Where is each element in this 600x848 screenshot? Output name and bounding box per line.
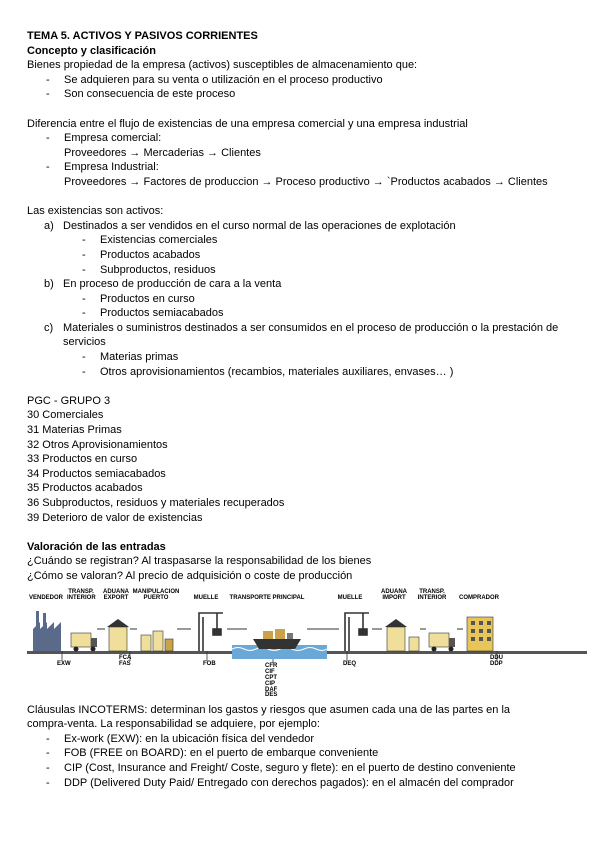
- pgc-account: 39 Deterioro de valor de existencias: [27, 511, 203, 524]
- term-label: DES: [265, 691, 278, 698]
- list-item: - Productos acabados: [82, 248, 201, 261]
- valuation-q1: ¿Cuándo se registran? Al traspasarse la responsabilidad de los bienes: [27, 555, 372, 568]
- stage-label: VENDEDOR: [28, 594, 63, 601]
- list-item: - Existencias comerciales: [82, 234, 218, 247]
- concept-intro: Bienes propiedad de la empresa (activos) susceptibles de almacenamiento que:: [27, 59, 418, 72]
- section-heading-concept: Concepto y clasificación: [27, 44, 156, 57]
- pgc-account: 31 Materias Primas: [27, 424, 122, 437]
- stage-label: MUELLE: [337, 594, 363, 601]
- incoterms-intro: compra-venta. La responsabilidad se adquiere, por ejemplo:: [27, 718, 320, 731]
- pgc-heading: PGC - GRUPO 3: [27, 394, 111, 407]
- list-item: - Materias primas: [82, 351, 179, 364]
- list-item: b) En proceso de producción de cara a la venta: [44, 278, 282, 291]
- stage-label: COMPRADOR: [459, 594, 499, 601]
- term-label: CFR: [265, 662, 278, 669]
- list-item: - Subproductos, residuos: [82, 263, 216, 276]
- term-label: FCA: [119, 654, 132, 661]
- list-item: - Productos semiacabados: [82, 307, 224, 320]
- term-label: FAS: [119, 660, 131, 667]
- stage-label: ADUANA EXPORT: [103, 588, 129, 602]
- list-item: - Empresa Industrial:: [46, 161, 159, 174]
- list-item: a) Destinados a ser vendidos en el curso normal de las operaciones de explotación: [44, 219, 456, 232]
- document-page: [27, 29, 587, 790]
- stage-label: MANIPULACION PUERTO: [132, 588, 180, 602]
- stage-label: ADUANA IMPORT: [381, 588, 407, 602]
- stage-label: TRANSPORTE PRINCIPAL: [229, 594, 305, 601]
- truck-icon: [429, 633, 455, 652]
- list-item: - CIP (Cost, Insurance and Freight/ Coste, seguro y flete): en el puerto de destino conveniente: [46, 761, 516, 774]
- term-label: DDU: [490, 654, 503, 661]
- pgc-account: 33 Productos en curso: [27, 453, 138, 466]
- flow-intro: Diferencia entre el flujo de existencias de una empresa comercial y una empresa industrial: [27, 117, 468, 130]
- customs-building-icon: [385, 619, 419, 651]
- page-title: TEMA 5. ACTIVOS Y PASIVOS CORRIENTES: [27, 30, 258, 42]
- pgc-account: 30 Comerciales: [27, 409, 104, 422]
- incoterms-illustration: [27, 589, 587, 697]
- valuation-q2: ¿Cómo se valoran? Al precio de adquisición o coste de producción: [27, 569, 353, 582]
- crane-icon: [199, 613, 223, 651]
- term-label: FOB: [203, 660, 216, 667]
- term-label: CIP: [265, 680, 276, 687]
- incoterms-intro: Cláusulas INCOTERMS: determinan los gastos y riesgos que asumen cada una de las partes en la: [27, 703, 511, 716]
- term-label: DDP: [490, 660, 503, 667]
- stage-label: TRANSP. INTERIOR: [417, 588, 447, 602]
- pgc-account: 32 Otros Aprovisionamientos: [27, 438, 168, 451]
- list-item: - Productos en curso: [82, 292, 195, 305]
- customs-building-icon: [107, 619, 129, 651]
- term-label: EXW: [57, 660, 71, 667]
- factory-icon: [33, 611, 61, 651]
- pgc-account: 35 Productos acabados: [27, 482, 143, 495]
- pgc-account: 34 Productos semiacabados: [27, 467, 166, 480]
- ship-icon: [253, 629, 301, 649]
- term-label: DEQ: [343, 660, 357, 667]
- pgc-account: 36 Subproductos, residuos y materiales recuperados: [27, 497, 285, 509]
- assets-intro: Las existencias son activos:: [27, 205, 164, 218]
- truck-icon: [71, 633, 97, 652]
- incoterms-diagram: [27, 589, 587, 697]
- crane-icon: [345, 613, 369, 651]
- list-item: - Ex-work (EXW): en la ubicación física del vendedor: [46, 732, 315, 745]
- list-item: - FOB (FREE on BOARD): en el puerto de embarque conveniente: [46, 747, 379, 760]
- list-item: c) Materiales o suministros destinados a ser consumidos en el proceso de producción o la prestación de: [44, 321, 559, 334]
- building-icon: [467, 617, 493, 651]
- stage-label: MUELLE: [193, 594, 219, 601]
- list-item: - Otros aprovisionamientos (recambios, materiales auxiliares, envases… ): [82, 365, 454, 378]
- boxes-icon: [141, 631, 173, 651]
- flow-chain: Proveedores → Mercaderias → Clientes: [64, 146, 261, 159]
- flow-chain: Proveedores → Factores de produccion → Proceso productivo → `Productos acabados → Clientes: [64, 175, 548, 188]
- list-item-cont: servicios: [63, 336, 106, 349]
- list-item: - DDP (Delivered Duty Paid/ Entregado con derechos pagados): en el almacén del comprador: [46, 776, 514, 789]
- list-item: - Son consecuencia de este proceso: [46, 88, 236, 101]
- list-item: - Se adquieren para su venta o utilización en el proceso productivo: [46, 73, 383, 86]
- stage-label: TRANSP. INTERIOR: [67, 588, 96, 602]
- term-label: DAF: [265, 686, 278, 693]
- term-label: CIF: [265, 668, 275, 675]
- term-label: CPT: [265, 674, 277, 681]
- list-item: - Empresa comercial:: [46, 132, 162, 145]
- section-heading-valuation: Valoración de las entradas: [27, 540, 166, 553]
